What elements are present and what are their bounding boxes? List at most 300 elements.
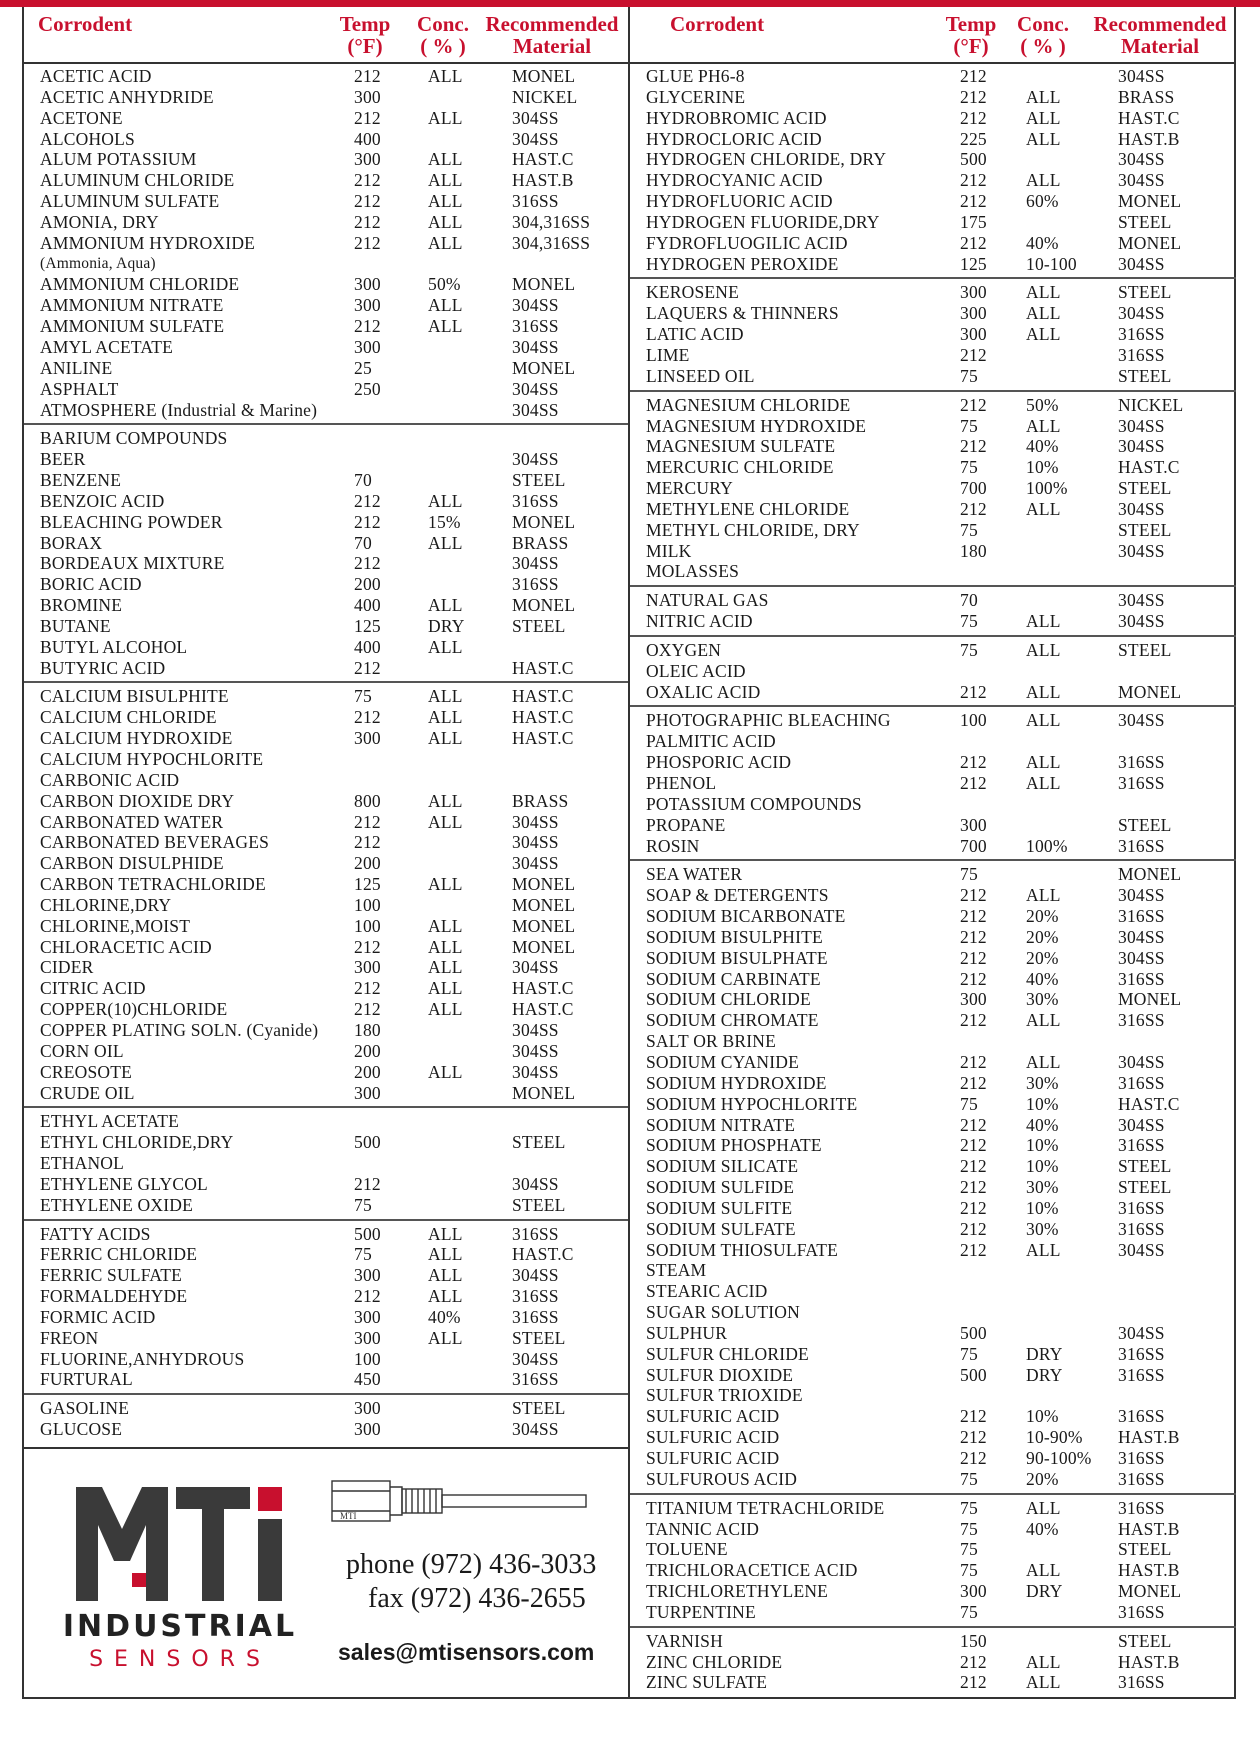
- table-row: [24, 1369, 628, 1390]
- temperature-cell: 212: [354, 211, 381, 232]
- concentration-cell: ALL: [428, 532, 463, 553]
- table-row: [630, 416, 1236, 437]
- table-row: [630, 191, 1236, 212]
- corrodent-name: BARIUM COMPOUNDS: [40, 428, 228, 449]
- table-row: [630, 989, 1236, 1010]
- material-cell: HAST.C: [1118, 107, 1180, 128]
- concentration-cell: 20%: [1026, 947, 1059, 968]
- corrodent-name: SULFURIC ACID: [646, 1448, 780, 1468]
- material-cell: 304SS: [512, 832, 559, 853]
- material-cell: 316SS: [1118, 1343, 1165, 1364]
- material-cell: MONEL: [512, 1082, 576, 1103]
- temperature-cell: 212: [960, 394, 987, 415]
- concentration-cell: ALL: [428, 191, 463, 212]
- temperature-cell: 125: [960, 253, 987, 274]
- material-cell: 304SS: [512, 449, 559, 470]
- material-cell: HAST.B: [512, 170, 574, 191]
- corrodent-name: ZINC CHLORIDE: [646, 1651, 783, 1672]
- table-row: [630, 640, 1236, 661]
- corrodent-name: SODIUM CYANIDE: [646, 1051, 800, 1072]
- temperature-cell: 212: [960, 1406, 987, 1427]
- material-cell: HAST.C: [1118, 1093, 1180, 1114]
- temperature-cell: 400: [354, 595, 381, 616]
- concentration-cell: DRY: [1026, 1343, 1063, 1364]
- table-row: [630, 1602, 1236, 1623]
- corrodent-name: CREOSOTE: [40, 1061, 133, 1082]
- temperature-cell: 100: [354, 894, 381, 915]
- material-cell: 316SS: [1118, 324, 1165, 345]
- corrodent-name: METHYL CHLORIDE, DRY: [646, 519, 860, 540]
- material-cell: STEEL: [512, 1194, 566, 1215]
- table-row: [24, 1419, 628, 1440]
- temperature-cell: 100: [354, 1348, 381, 1369]
- material-cell: 316SS: [1118, 1010, 1165, 1031]
- temperature-cell: 300: [354, 1419, 381, 1440]
- table-row: [630, 1115, 1236, 1136]
- temperature-cell: 300: [354, 1306, 381, 1327]
- material-cell: STEEL: [512, 470, 566, 491]
- material-cell: STEEL: [1118, 1156, 1172, 1177]
- corrodent-name: SODIUM CARBINATE: [646, 968, 821, 989]
- table-row: [630, 1323, 1236, 1344]
- table-row: [630, 366, 1236, 387]
- concentration-cell: ALL: [428, 149, 463, 170]
- temperature-cell: 75: [960, 611, 978, 632]
- material-cell: 304SS: [512, 957, 559, 978]
- temperature-cell: 212: [960, 1114, 987, 1135]
- table-row: [24, 254, 628, 275]
- corrodent-name: SEA WATER: [646, 864, 743, 885]
- temperature-cell: 250: [354, 378, 381, 399]
- table-row: [24, 916, 628, 937]
- temperature-cell: 212: [354, 66, 381, 86]
- temperature-cell: 212: [960, 1197, 987, 1218]
- material-cell: 316SS: [1118, 773, 1165, 793]
- material-cell: STEEL: [1118, 1177, 1172, 1198]
- temperature-cell: 300: [354, 149, 381, 170]
- corrodent-name: STEARIC ACID: [646, 1281, 768, 1302]
- corrodent-name: FORMIC ACID: [40, 1306, 156, 1327]
- material-cell: 316SS: [1118, 752, 1165, 773]
- material-cell: HAST.C: [512, 149, 574, 170]
- corrodent-name: ROSIN: [646, 835, 700, 856]
- temperature-cell: 75: [354, 1194, 372, 1215]
- table-row: [630, 541, 1236, 562]
- temperature-cell: 500: [960, 1364, 987, 1385]
- table-row: [630, 682, 1236, 703]
- concentration-cell: 100%: [1026, 478, 1068, 499]
- table-row: [24, 295, 628, 316]
- material-cell: MONEL: [512, 936, 576, 957]
- temperature-cell: 175: [960, 211, 987, 232]
- material-cell: 316SS: [512, 1286, 559, 1307]
- material-cell: 316SS: [512, 1306, 559, 1327]
- corrodent-name: SODIUM BISULPHITE: [646, 926, 823, 947]
- group-separator: [24, 1219, 628, 1221]
- corrodent-name: SODIUM SILICATE: [646, 1156, 799, 1177]
- material-cell: 316SS: [1118, 1364, 1165, 1385]
- material-cell: 304SS: [1118, 149, 1165, 170]
- corrodent-name: (Ammonia, Aqua): [40, 254, 156, 272]
- material-cell: 304SS: [512, 1265, 559, 1286]
- concentration-cell: 60%: [1026, 191, 1059, 212]
- corrodent-name: HYDROGEN FLUORIDE,DRY: [646, 211, 880, 232]
- material-cell: 304SS: [1118, 1051, 1165, 1072]
- temperature-cell: 212: [354, 1173, 381, 1194]
- material-cell: HAST.B: [1118, 1651, 1180, 1672]
- corrodent-name: BORAX: [40, 532, 103, 553]
- material-cell: HAST.B: [1118, 1427, 1180, 1448]
- concentration-cell: DRY: [1026, 1364, 1063, 1385]
- corrodent-name: TITANIUM TETRACHLORIDE: [646, 1497, 885, 1518]
- material-cell: MONEL: [512, 274, 576, 295]
- material-cell: STEEL: [1118, 365, 1172, 386]
- temperature-cell: 450: [354, 1369, 381, 1390]
- header-temp: Temp: [339, 12, 391, 36]
- corrodent-name: CALCIUM CHLORIDE: [40, 707, 217, 728]
- temperature-cell: 300: [354, 274, 381, 295]
- table-row: [24, 853, 628, 874]
- temperature-cell: 212: [960, 1218, 987, 1239]
- temperature-cell: 212: [960, 1239, 987, 1260]
- table-row: [24, 108, 628, 129]
- table-row: [24, 1020, 628, 1041]
- corrodent-name: ALUMINUM SULFATE: [40, 191, 220, 212]
- group-separator: [630, 705, 1236, 707]
- temperature-cell: 75: [960, 864, 978, 885]
- temperature-cell: 212: [354, 107, 381, 128]
- group-separator: [630, 635, 1236, 637]
- material-cell: STEEL: [512, 1132, 566, 1153]
- temperature-cell: 212: [960, 1672, 987, 1693]
- temperature-cell: 212: [960, 752, 987, 773]
- thermowell-sensor-illustration: [330, 1469, 590, 1539]
- table-row: [24, 999, 628, 1020]
- material-cell: 304SS: [1118, 1114, 1165, 1135]
- table-row: [630, 590, 1236, 611]
- table-row: [24, 832, 628, 853]
- table-row: [630, 324, 1236, 345]
- temperature-cell: 212: [354, 553, 381, 574]
- table-row: [24, 491, 628, 512]
- corrodent-name: BENZENE: [40, 470, 122, 491]
- corrodent-name: ANILINE: [40, 357, 113, 378]
- table-row: [630, 1240, 1236, 1261]
- table-row: [630, 1302, 1236, 1323]
- table-row: [24, 1328, 628, 1349]
- temperature-cell: 180: [354, 1019, 381, 1040]
- temperature-cell: 212: [354, 511, 381, 532]
- temperature-cell: 700: [960, 835, 987, 856]
- corrodent-name: FYDROFLUOGILIC ACID: [646, 232, 848, 253]
- table-row: [630, 395, 1236, 416]
- top-accent-bar: [0, 0, 1260, 7]
- concentration-cell: ALL: [428, 211, 463, 232]
- corrodent-name: LIME: [646, 344, 690, 365]
- material-cell: 316SS: [1118, 835, 1165, 856]
- material-cell: HAST.C: [1118, 457, 1180, 478]
- corrodent-name: SODIUM SULFITE: [646, 1197, 793, 1218]
- table-row: [24, 791, 628, 812]
- temperature-cell: 75: [960, 1497, 978, 1518]
- group-separator: [630, 390, 1236, 392]
- corrodent-name: ETHANOL: [40, 1153, 125, 1174]
- table-row: [630, 731, 1236, 752]
- material-cell: MONEL: [1118, 191, 1182, 212]
- material-cell: 316SS: [1118, 1197, 1165, 1218]
- material-cell: MONEL: [1118, 989, 1182, 1010]
- temperature-cell: 180: [960, 540, 987, 561]
- material-cell: 304SS: [512, 811, 559, 832]
- temperature-cell: 150: [960, 1630, 987, 1651]
- temperature-cell: 212: [960, 1651, 987, 1672]
- material-cell: STEEL: [512, 1398, 566, 1419]
- concentration-cell: ALL: [1026, 282, 1061, 303]
- corrodent-name: HYDROGEN PEROXIDE: [646, 253, 839, 274]
- corrodent-name: KEROSENE: [646, 282, 739, 303]
- table-row: [24, 233, 628, 254]
- table-row: [630, 1672, 1236, 1693]
- material-cell: STEEL: [1118, 519, 1172, 540]
- table-row: [24, 1286, 628, 1307]
- concentration-cell: ALL: [428, 999, 463, 1020]
- concentration-cell: ALL: [428, 1223, 463, 1244]
- corrodent-name: GASOLINE: [40, 1398, 130, 1419]
- material-cell: 304SS: [1118, 498, 1165, 519]
- table-row: [630, 794, 1236, 815]
- material-cell: MONEL: [512, 357, 576, 378]
- corrodent-name: SULFUR TRIOXIDE: [646, 1385, 803, 1406]
- temperature-cell: 300: [354, 86, 381, 107]
- corrodent-name: MAGNESIUM SULFATE: [646, 436, 836, 457]
- corrodent-name: CALCIUM HYDROXIDE: [40, 728, 233, 749]
- corrodent-name: TRICHLORACETICE ACID: [646, 1560, 858, 1581]
- temperature-cell: 212: [354, 811, 381, 832]
- material-cell: HAST.C: [512, 707, 574, 728]
- table-row: [630, 948, 1236, 969]
- concentration-cell: ALL: [428, 1265, 463, 1286]
- corrodent-name: BENZOIC ACID: [40, 490, 165, 511]
- table-row: [630, 1073, 1236, 1094]
- corrodent-name: SOAP & DETERGENTS: [646, 885, 829, 906]
- concentration-cell: 15%: [428, 511, 461, 532]
- corrodent-name: SULFURIC ACID: [646, 1427, 780, 1448]
- corrodent-name: CALCIUM HYPOCHLORITE: [40, 749, 264, 769]
- table-row: [630, 1156, 1236, 1177]
- temperature-cell: 212: [354, 978, 381, 999]
- table-row: [24, 616, 628, 637]
- corrodent-name: BORIC ACID: [40, 574, 142, 595]
- corrodent-name: ACETONE: [40, 107, 123, 128]
- left-table-header: [24, 12, 628, 62]
- corrodent-name: AMMONIUM NITRATE: [40, 295, 224, 316]
- material-cell: STEEL: [1118, 1539, 1172, 1560]
- temperature-cell: 212: [960, 885, 987, 906]
- temperature-cell: 70: [354, 470, 372, 491]
- concentration-cell: ALL: [428, 957, 463, 978]
- material-cell: 304,316SS: [512, 232, 591, 253]
- concentration-cell: ALL: [428, 686, 463, 707]
- table-row: [24, 937, 628, 958]
- temperature-cell: 75: [354, 686, 372, 707]
- temperature-cell: 212: [960, 1010, 987, 1031]
- table-row: [630, 499, 1236, 520]
- temperature-cell: 212: [960, 66, 987, 86]
- footer-top-rule: [24, 1447, 628, 1449]
- table-row: [630, 1260, 1236, 1281]
- concentration-cell: 10%: [1026, 1093, 1059, 1114]
- temperature-cell: 212: [354, 316, 381, 337]
- material-cell: STEEL: [1118, 639, 1172, 660]
- table-row: [630, 303, 1236, 324]
- concentration-cell: ALL: [428, 936, 463, 957]
- material-cell: 316SS: [1118, 1672, 1165, 1693]
- corrodent-name: GLUE PH6-8: [646, 66, 745, 86]
- concentration-cell: ALL: [1026, 1672, 1061, 1693]
- concentration-cell: ALL: [428, 811, 463, 832]
- table-row: [630, 864, 1236, 885]
- table-row: [24, 1224, 628, 1245]
- temperature-cell: 800: [354, 790, 381, 811]
- table-row: [24, 1132, 628, 1153]
- corrodent-name: NATURAL GAS: [646, 590, 769, 611]
- table-row: [630, 436, 1236, 457]
- table-row: [630, 520, 1236, 541]
- corrodent-name: AMMONIUM SULFATE: [40, 316, 225, 337]
- temperature-cell: 300: [960, 814, 987, 835]
- corrodent-name: BROMINE: [40, 595, 123, 616]
- temperature-cell: 200: [354, 574, 381, 595]
- corrodent-name: LATIC ACID: [646, 324, 744, 345]
- corrodent-name: TURPENTINE: [646, 1601, 756, 1622]
- material-cell: 304SS: [1118, 885, 1165, 906]
- material-cell: NICKEL: [1118, 394, 1184, 415]
- temperature-cell: 212: [960, 436, 987, 457]
- corrodent-name: ASPHALT: [40, 378, 119, 399]
- temperature-cell: 212: [960, 344, 987, 365]
- corrodent-name: CARBON TETRACHLORIDE: [40, 874, 266, 895]
- group-separator: [24, 1393, 628, 1395]
- sensor-engraving: MTI: [340, 1511, 357, 1521]
- material-cell: 304SS: [1118, 926, 1165, 947]
- material-cell: MONEL: [512, 66, 576, 86]
- temperature-cell: 212: [960, 773, 987, 793]
- corrodent-name: CARBONATED BEVERAGES: [40, 832, 270, 853]
- material-cell: 316SS: [1118, 1601, 1165, 1622]
- header-temp: Temp: [945, 12, 997, 36]
- corrodent-name: SODIUM SULFIDE: [646, 1177, 795, 1198]
- table-row: [630, 1498, 1236, 1519]
- temperature-cell: 400: [354, 636, 381, 657]
- table-row: [24, 129, 628, 150]
- temperature-cell: 212: [354, 936, 381, 957]
- table-row: [24, 170, 628, 191]
- concentration-cell: ALL: [428, 66, 463, 86]
- table-row: [630, 87, 1236, 108]
- table-row: [24, 400, 628, 421]
- material-cell: 304SS: [512, 107, 559, 128]
- corrodent-name: BUTYL ALCOHOL: [40, 636, 188, 657]
- temperature-cell: 75: [960, 1560, 978, 1581]
- group-separator: [24, 1106, 628, 1108]
- concentration-cell: 10%: [1026, 457, 1059, 478]
- table-row: [630, 1365, 1236, 1386]
- corrodent-name: MAGNESIUM HYDROXIDE: [646, 415, 867, 436]
- concentration-cell: ALL: [428, 636, 463, 657]
- table-row: [630, 1385, 1236, 1406]
- temperature-cell: 212: [960, 906, 987, 927]
- corrodent-name: BUTANE: [40, 615, 111, 636]
- concentration-cell: 50%: [1026, 394, 1059, 415]
- material-cell: 304SS: [512, 399, 559, 420]
- corrodent-name: PHENOL: [646, 773, 717, 793]
- temperature-cell: 700: [960, 478, 987, 499]
- temperature-cell: 212: [354, 191, 381, 212]
- concentration-cell: 10%: [1026, 1197, 1059, 1218]
- table-row: [24, 874, 628, 895]
- table-row: [24, 533, 628, 554]
- concentration-cell: DRY: [428, 615, 465, 636]
- corrodent-name: BEER: [40, 449, 86, 470]
- temperature-cell: 200: [354, 1040, 381, 1061]
- concentration-cell: DRY: [1026, 1581, 1063, 1602]
- concentration-cell: ALL: [1026, 773, 1061, 793]
- table-row: [630, 1135, 1236, 1156]
- corrodent-name: MILK: [646, 540, 692, 561]
- corrodent-name: METHYLENE CHLORIDE: [646, 498, 850, 519]
- header-conc-unit: ( % ): [1020, 34, 1066, 58]
- corrodent-name: ACETIC ACID: [40, 66, 152, 86]
- temperature-cell: 212: [960, 968, 987, 989]
- corrodent-name: ATMOSPHERE (Industrial & Marine): [40, 399, 318, 420]
- corrodent-name: OLEIC ACID: [646, 660, 746, 681]
- phone-number: phone (972) 436-3033: [346, 1549, 597, 1580]
- corrodent-name: TANNIC ACID: [646, 1518, 760, 1539]
- corrodent-name: SULFUR DIOXIDE: [646, 1364, 794, 1385]
- table-row: [630, 345, 1236, 366]
- table-row: [630, 254, 1236, 275]
- temperature-cell: 75: [960, 639, 978, 660]
- table-row: [24, 574, 628, 595]
- concentration-cell: 30%: [1026, 1177, 1059, 1198]
- corrodent-name: SODIUM HYDROXIDE: [646, 1072, 827, 1093]
- corrodent-name: OXYGEN: [646, 639, 722, 660]
- header-material: Material: [512, 34, 592, 58]
- corrodent-name: STEAM: [646, 1260, 707, 1281]
- concentration-cell: 30%: [1026, 1218, 1059, 1239]
- corrodent-name: ZINC SULFATE: [646, 1672, 768, 1693]
- group-separator: [630, 277, 1236, 279]
- material-cell: 316SS: [512, 1369, 559, 1390]
- header-recommended: Recommended: [485, 12, 619, 36]
- temperature-cell: 75: [960, 1093, 978, 1114]
- material-cell: MONEL: [1118, 232, 1182, 253]
- table-row: [24, 895, 628, 916]
- material-cell: 304SS: [512, 1061, 559, 1082]
- temperature-cell: 300: [354, 295, 381, 316]
- email-link[interactable]: sales@mtisensors.com: [338, 1639, 595, 1665]
- corrodent-name: ETHYL CHLORIDE,DRY: [40, 1132, 234, 1153]
- header-corrodent: Corrodent: [670, 12, 765, 36]
- temperature-cell: 75: [960, 1518, 978, 1539]
- corrodent-name: COPPER(10)CHLORIDE: [40, 999, 228, 1020]
- table-row: [24, 707, 628, 728]
- concentration-cell: ALL: [1026, 303, 1061, 324]
- group-separator: [630, 585, 1236, 587]
- concentration-cell: ALL: [428, 1327, 463, 1348]
- material-cell: HAST.C: [512, 978, 574, 999]
- temperature-cell: 212: [960, 947, 987, 968]
